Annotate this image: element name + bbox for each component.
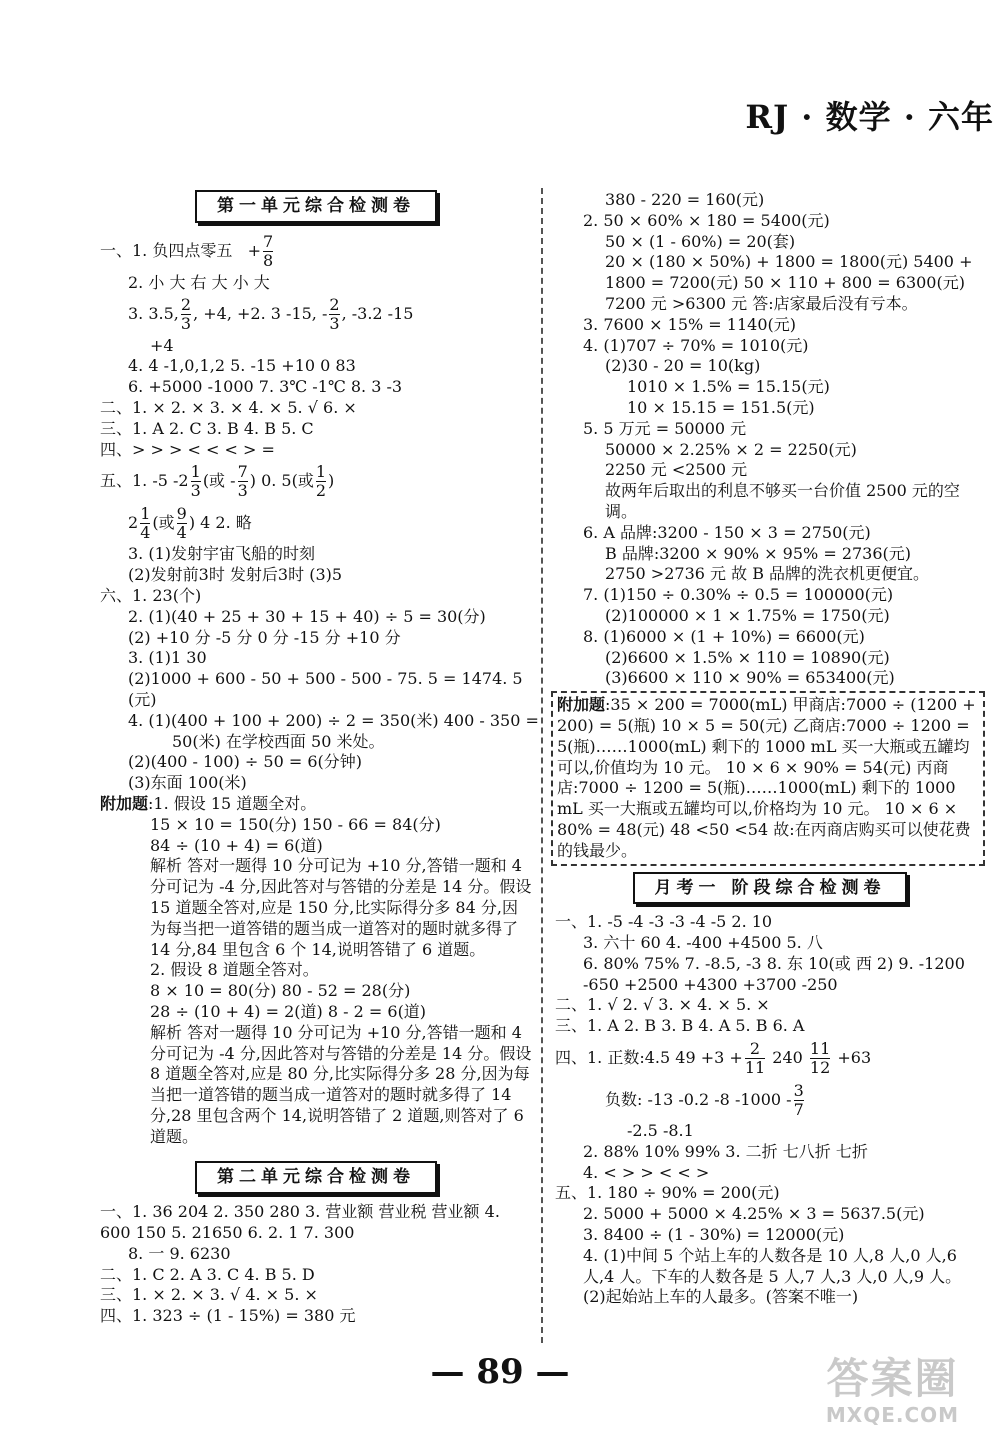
fraction: $\frac{1}{2}$	[315, 461, 327, 500]
answer-line: 负数: -13 -0.2 -8 -1000 - $\frac{3}{7}$	[605, 1080, 804, 1119]
answer-line: (2)1000 + 600 - 50 + 500 - 500 - 75. 5 = 1474. 5	[128, 669, 523, 689]
answer-line: 四、> > > < < < > =	[100, 439, 275, 459]
answer-line: 50 × (1 - 60%) = 20(套)	[605, 231, 796, 251]
answer-line: 3. 8400 ÷ (1 - 30%) = 12000(元)	[583, 1225, 845, 1245]
answer-line: 2. 小 大 右 大 小 大	[128, 272, 270, 292]
answer-line: 2250 元 <2500 元	[605, 460, 748, 480]
answer-line: 6. A 品牌:3200 - 150 × 3 = 2750(元)	[583, 522, 871, 542]
fraction: $\frac{7}{3}$	[237, 461, 248, 500]
right-column	[555, 190, 985, 1308]
watermark-logo: 答案圈 MXQE.COM	[825, 1354, 960, 1427]
answer-line: 8. 一 9. 6230	[128, 1243, 231, 1263]
bonus-label: 附加题	[100, 793, 149, 813]
answer-line: 故两年后取出的利息不够买一台价值 2500 元的空调。	[605, 481, 960, 521]
fraction: $\frac{7}{8}$	[263, 232, 274, 271]
answer-line: (3)6600 × 110 × 90% = 653400(元)	[605, 668, 895, 688]
analysis-paragraph: 解析 答对一题得 10 分可记为 +10 分,答错一题和 4 分可记为 -4 分,因此答对与答错的分差是 14 分。假设 8 道题全答对,应是 80 分,比实际得分多 28 分,因为每当把一道答错的题当成一道答对的题时就多得了 14 分,28 里包含两个 14,说明答错了 2 道题,则答对了 6 道题。	[150, 1022, 532, 1146]
answer-line: 一、1. -5 -4 -3 -3 -4 -5 2. 10	[555, 912, 773, 932]
bonus-label: 附加题	[557, 695, 606, 715]
answer-line: 2. (1)(40 + 25 + 30 + 15 + 40) ÷ 5 = 30(分)	[128, 606, 486, 626]
section-title-monthly-test: 月考一 阶段综合检测卷	[633, 872, 908, 905]
answer-line: 84 ÷ (10 + 4) = 6(道)	[150, 835, 323, 855]
fraction: $\frac{2}{3}$	[180, 295, 192, 334]
answer-line: 4. (1)中间 5 个站上车的人数各是 10 人,8 人,0 人,6 人,4 人。下车的人数各是 5 人,7 人,3 人,0 人,9 人。	[583, 1245, 962, 1286]
left-column	[100, 190, 539, 1327]
answer-line: 3. (1)1 30	[128, 648, 207, 668]
answer-line: 2 $\frac{1}{4}$ (或 $\frac{9}{4}$ ) 4 2. 略	[128, 503, 252, 542]
answer-line: 二、1. × 2. × 3. × 4. × 5. √ 6. ×	[100, 397, 357, 417]
answer-line: 50(米) 在学校西面 50 米处。	[172, 731, 385, 751]
answer-line: 10 × 15.15 = 151.5(元)	[627, 397, 815, 417]
answer-line: 3. (1)发射宇宙飞船的时刻	[128, 544, 316, 564]
answer-line: 5. 5 万元 = 50000 元	[583, 418, 747, 438]
answer-line: (2)(400 - 100) ÷ 50 = 6(分钟)	[128, 752, 362, 772]
answer-line: 4. (1)(400 + 100 + 200) ÷ 2 = 350(米) 400 - 350 =	[128, 710, 539, 730]
analysis-paragraph: 解析 答对一题得 10 分可记为 +10 分,答错一题和 4 分可记为 -4 分,因此答对与答错的分差是 14 分。假设 15 道题全答对,应是 150 分,比实际得分多 84 分,因为每当把一道答错的题当成一道答对的题时就多得了 14 分,84 里包含 6 个 14,说明答错了 6 道题。	[150, 856, 532, 959]
answer-line: 2. 88% 10% 99% 3. 二折 七八折 七折	[583, 1141, 868, 1161]
answer-line: 二、1. √ 2. √ 3. × 4. × 5. ×	[555, 995, 770, 1015]
answer-line: 7. (1)150 ÷ 0.30% ÷ 0.5 = 100000(元)	[583, 585, 894, 605]
answer-line: (2)起始站上车的人最多。(答案不唯一)	[583, 1287, 859, 1307]
column-divider	[541, 188, 543, 1343]
page-number: — 89 —	[430, 1352, 570, 1392]
fraction: $\frac{3}{7}$	[793, 1080, 804, 1119]
answer-line: 8 × 10 = 80(分) 80 - 52 = 28(分)	[150, 981, 411, 1001]
answer-line: +4	[150, 335, 174, 355]
answer-line: 8. (1)6000 × (1 + 10%) = 6600(元)	[583, 626, 865, 646]
fraction: $\frac{11}{12}$	[809, 1038, 831, 1077]
bonus-answer-box: 附加题:35 × 200 = 7000(mL) 甲商店:7000 ÷ (1200 + 200) = 5(瓶) 10 × 5 = 50(元) 乙商店:7000 ÷ 1200 = 5(瓶)……1000(mL) 剩下的 1000 mL 买一大瓶或五罐均可以,价值均为 10 元。 10 × 6 × 90% = 54(元) 丙商店:7000 ÷ 1200 = 5(瓶)……1000(mL) 剩下的 1000 mL 买一大瓶或五罐均可以,价格均为 10 元。 10 × 6 × 80% = 48(元) 48 <50 <54 故:在丙商店购买可以使花费的钱最少。	[551, 691, 985, 865]
answer-line: -2.5 -8.1	[627, 1121, 694, 1141]
header-title: RJ · 数学 · 六年	[745, 98, 994, 136]
answer-line: 二、1. C 2. A 3. C 4. B 5. D	[100, 1264, 315, 1284]
answer-line: 20 × (180 × 50%) + 1800 = 1800(元) 5400 + 1800 = 7200(元) 50 × 110 + 800 = 6300(元) 7200 元 >6300 元 答:店家最后没有亏本。	[605, 252, 973, 313]
answer-line: (2)发射前3时 发射后3时 (3)5	[128, 565, 343, 585]
answer-line: 3. 7600 × 15% = 1140(元)	[583, 314, 796, 334]
answer-line: 2. 假设 8 道题全答对。	[150, 960, 319, 980]
answer-line: 2. 5000 + 5000 × 4.25% × 3 = 5637.5(元)	[583, 1204, 925, 1224]
answer-line: B 品牌:3200 × 90% × 95% = 2736(元)	[605, 543, 912, 563]
answer-line: 六、1. 23(个)	[100, 585, 202, 605]
answer-line: (2)30 - 20 = 10(kg)	[605, 356, 761, 376]
fraction: $\frac{1}{3}$	[190, 461, 201, 500]
answer-line: 三、1. A 2. B 3. B 4. A 5. B 6. A	[555, 1016, 805, 1036]
answer-line: 15 × 10 = 150(分) 150 - 66 = 84(分)	[150, 814, 441, 834]
answer-line: 380 - 220 = 160(元)	[605, 190, 765, 209]
fraction: $\frac{1}{4}$	[140, 503, 151, 542]
answer-line: 三、1. A 2. C 3. B 4. B 5. C	[100, 418, 314, 438]
answer-line: 1010 × 1.5% = 15.15(元)	[627, 377, 830, 397]
answer-line: 五、1. -5 -2 $\frac{1}{3}$ (或 - $\frac{7}{3}$ ) 0. 5(或 $\frac{1}{2}$ )	[100, 461, 335, 500]
answer-line: 一、1. 36 204 2. 350 280 3. 营业额 营业税 营业额 4. 600 150 5. 21650 6. 2. 1 7. 300	[100, 1202, 500, 1243]
answer-line: 一、1. 负四点零五 + $\frac{7}{8}$	[100, 232, 274, 271]
answer-line: 50000 × 2.25% × 2 = 2250(元)	[605, 439, 857, 459]
answer-line: 3. 六十 60 4. -400 +4500 5. 八	[583, 933, 823, 953]
answer-line: 附加题:1. 假设 15 道题全对。	[100, 793, 317, 813]
answer-line: (元)	[128, 689, 157, 709]
answer-line: 四、1. 323 ÷ (1 - 15%) = 380 元	[100, 1306, 356, 1326]
answer-line: (2)6600 × 1.5% × 110 = 10890(元)	[605, 647, 890, 667]
answer-line: 4. < > > < < >	[583, 1162, 710, 1182]
fraction: $\frac{2}{11}$	[744, 1038, 766, 1077]
answer-line: (2)100000 × 1 × 1.75% = 1750(元)	[605, 605, 890, 625]
answer-line: 2. 50 × 60% × 180 = 5400(元)	[583, 210, 830, 230]
answer-line: 三、1. × 2. × 3. √ 4. × 5. ×	[100, 1285, 318, 1305]
section-title-unit1: 第一单元综合检测卷	[195, 190, 437, 223]
answer-line: 四、1. 正数:4.5 49 +3 + $\frac{2}{11}$ 240 $\frac{11}{12}$ +63	[555, 1038, 872, 1077]
fraction: $\frac{9}{4}$	[176, 503, 187, 542]
answer-line: 6. +5000 -1000 7. 3℃ -1℃ 8. 3 -3	[128, 377, 403, 397]
answer-line: 2750 >2736 元 故 B 品牌的洗衣机更便宜。	[605, 564, 930, 584]
answer-line: 6. 80% 75% 7. -8.5, -3 8. 东 10(或 西 2) 9. -1200 -650 +2500 +4300 +3700 -250	[583, 953, 965, 994]
answer-line: 3. 3.5, $\frac{2}{3}$ , +4, +2. 3 -15, - $\frac{2}{3}$ , -3.2 -15	[128, 295, 414, 334]
fraction: $\frac{2}{3}$	[329, 295, 340, 334]
answer-line: 五、1. 180 ÷ 90% = 200(元)	[555, 1183, 780, 1203]
answer-line: 28 ÷ (10 + 4) = 2(道) 8 - 2 = 6(道)	[150, 1001, 427, 1021]
answer-line: 4. (1)707 ÷ 70% = 1010(元)	[583, 335, 809, 355]
answer-line: (2) +10 分 -5 分 0 分 -15 分 +10 分	[128, 627, 401, 647]
answer-line: 4. 4 -1,0,1,2 5. -15 +10 0 83	[128, 356, 356, 376]
section-title-unit2: 第二单元综合检测卷	[195, 1161, 437, 1194]
answer-line: (3)东面 100(米)	[128, 773, 247, 793]
